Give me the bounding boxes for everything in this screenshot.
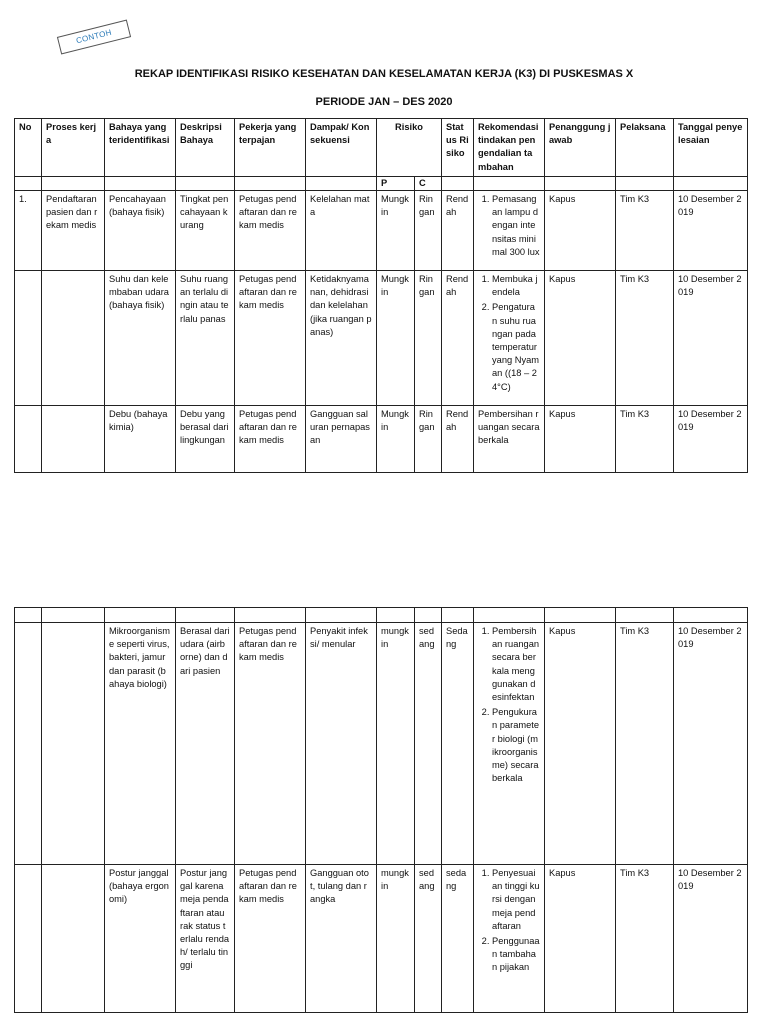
cell-pekerja: Petugas pendaftaran dan rekam medis [235, 191, 306, 271]
cell-pelaksana: Tim K3 [616, 865, 674, 1013]
cell-pekerja: Petugas pendaftaran dan rekam medis [235, 406, 306, 473]
header-pekerja: Pekerja yang terpajan [235, 119, 306, 177]
header-proses: Proses kerja [42, 119, 105, 177]
cell-penanggung: Kapus [545, 406, 616, 473]
cell-dampak: Penyakit infeksi/ menular [306, 623, 377, 865]
cell-penanggung: Kapus [545, 271, 616, 406]
cell-p: Mungkin [377, 191, 415, 271]
table-row [15, 865, 748, 1013]
cell-pelaksana: Tim K3 [616, 191, 674, 271]
cell-no [15, 406, 42, 473]
cell-pelaksana: Tim K3 [616, 271, 674, 406]
cell-pelaksana: Tim K3 [616, 406, 674, 473]
cell-dampak: Ketidaknyamanan, dehidrasi dan kelelahan (jika ruangan panas) [306, 271, 377, 406]
cell-status: Rendah [442, 271, 474, 406]
header-pelaksana: Pelaksana [616, 119, 674, 177]
header-c: C [415, 176, 442, 190]
list-item: 2. Pengaturan suhu ruangan pada temperatur yang Nyaman ((18 – 24°C) [492, 301, 540, 393]
cell-pekerja: Petugas pendaftaran dan rekam medis [235, 865, 306, 1013]
header-risiko: Risiko [377, 119, 442, 177]
cell-penanggung: Kapus [545, 191, 616, 271]
table-row [15, 271, 748, 406]
cell-tanggal: 10 Desember 2019 [674, 271, 748, 406]
cell-bahaya: Postur janggal (bahaya ergonomi) [105, 865, 176, 1013]
header-bahaya: Bahaya yang teridentifikasi [105, 119, 176, 177]
cell-deskripsi: Debu yang berasal dari lingkungan [176, 406, 235, 473]
subheader-row [15, 176, 748, 190]
header-status: Status Risiko [442, 119, 474, 177]
cell-bahaya: Pencahayaan (bahaya fisik) [105, 191, 176, 271]
rekomendasi-list [478, 273, 540, 394]
cell-no: 1. [15, 191, 42, 271]
cell-no [15, 271, 42, 406]
document-title: REKAP IDENTIFIKASI RISIKO KESEHATAN DAN KESELAMATAN KERJA (K3) DI PUSKESMAS X [134, 68, 634, 80]
document-period: PERIODE JAN – DES 2020 [315, 96, 453, 108]
table-row [15, 406, 748, 473]
cell-deskripsi: Postur janggal karena meja pendaftaran atau rak status terlalu rendah/ terlalu tinggi [176, 865, 235, 1013]
cell-dampak: Gangguan otot, tulang dan rangka [306, 865, 377, 1013]
header-dampak: Dampak/ Konsekuensi [306, 119, 377, 177]
rekomendasi-list [478, 193, 540, 259]
cell-deskripsi: Tingkat pencahayaan kurang [176, 191, 235, 271]
cell-bahaya: Suhu dan kelembaban udara (bahaya fisik) [105, 271, 176, 406]
list-item: 1. Pembersihan ruangan secara berkala menggunakan desinfektan [492, 625, 540, 704]
cell-proses [42, 406, 105, 473]
list-item: 1. Pemasangan lampu dengan intensitas minimal 300 lux [492, 193, 540, 259]
cell-c: sedang [415, 623, 442, 865]
cell-status: Rendah [442, 191, 474, 271]
blank-header-row [15, 608, 748, 623]
header-p: P [377, 176, 415, 190]
cell-rekomendasi [474, 191, 545, 271]
cell-status: Sedang [442, 623, 474, 865]
cell-rekomendasi [474, 623, 545, 865]
cell-p: Mungkin [377, 271, 415, 406]
header-no: No [15, 119, 42, 177]
cell-tanggal: 10 Desember 2019 [674, 406, 748, 473]
rekomendasi-list [478, 867, 540, 975]
cell-status: sedang [442, 865, 474, 1013]
table-row [15, 191, 748, 271]
list-item: 2. Penggunaan tambahan pijakan [492, 935, 540, 975]
cell-rekomendasi: Pembersihan ruangan secara berkala [474, 406, 545, 473]
cell-proses: Pendaftaran pasien dan rekam medis [42, 191, 105, 271]
cell-c: Ringan [415, 406, 442, 473]
cell-c: Ringan [415, 271, 442, 406]
list-item: 2. Pengukuran parameter biologi (mikroorganisme) secara berkala [492, 706, 540, 785]
rekomendasi-list [478, 625, 540, 785]
cell-dampak: Gangguan saluran pernapasan [306, 406, 377, 473]
cell-tanggal: 10 Desember 2019 [674, 623, 748, 865]
cell-c: sedang [415, 865, 442, 1013]
table-row [15, 623, 748, 865]
cell-tanggal: 10 Desember 2019 [674, 191, 748, 271]
cell-pelaksana: Tim K3 [616, 623, 674, 865]
cell-p: mungkin [377, 865, 415, 1013]
cell-pekerja: Petugas pendaftaran dan rekam medis [235, 623, 306, 865]
list-item: 1. Penyesuaian tinggi kursi dengan meja pendaftaran [492, 867, 540, 933]
cell-status: Rendah [442, 406, 474, 473]
header-row [15, 119, 748, 177]
cell-bahaya: Mikroorganisme seperti virus, bakteri, jamur dan parasit (bahaya biologi) [105, 623, 176, 865]
contoh-stamp: CONTOH [57, 20, 131, 55]
cell-pekerja: Petugas pendaftaran dan rekam medis [235, 271, 306, 406]
cell-deskripsi: Suhu ruangan terlalu dingin atau terlalu panas [176, 271, 235, 406]
cell-bahaya: Debu (bahaya kimia) [105, 406, 176, 473]
cell-penanggung: Kapus [545, 623, 616, 865]
cell-deskripsi: Berasal dari udara (airborne) dan dari pasien [176, 623, 235, 865]
header-tanggal: Tanggal penyelesaian [674, 119, 748, 177]
cell-rekomendasi [474, 271, 545, 406]
cell-c: Ringan [415, 191, 442, 271]
risk-table-page-1 [14, 118, 748, 473]
risk-table-page-2 [14, 607, 748, 1013]
cell-penanggung: Kapus [545, 865, 616, 1013]
cell-p: mungkin [377, 623, 415, 865]
cell-tanggal: 10 Desember 2019 [674, 865, 748, 1013]
header-penanggung: Penanggung jawab [545, 119, 616, 177]
list-item: 1. Membuka jendela [492, 273, 540, 299]
cell-rekomendasi [474, 865, 545, 1013]
cell-dampak: Kelelahan mata [306, 191, 377, 271]
header-deskripsi: Deskripsi Bahaya [176, 119, 235, 177]
cell-p: Mungkin [377, 406, 415, 473]
cell-proses [42, 271, 105, 406]
header-rekomendasi: Rekomendasi tindakan pengendalian tambahan [474, 119, 545, 177]
